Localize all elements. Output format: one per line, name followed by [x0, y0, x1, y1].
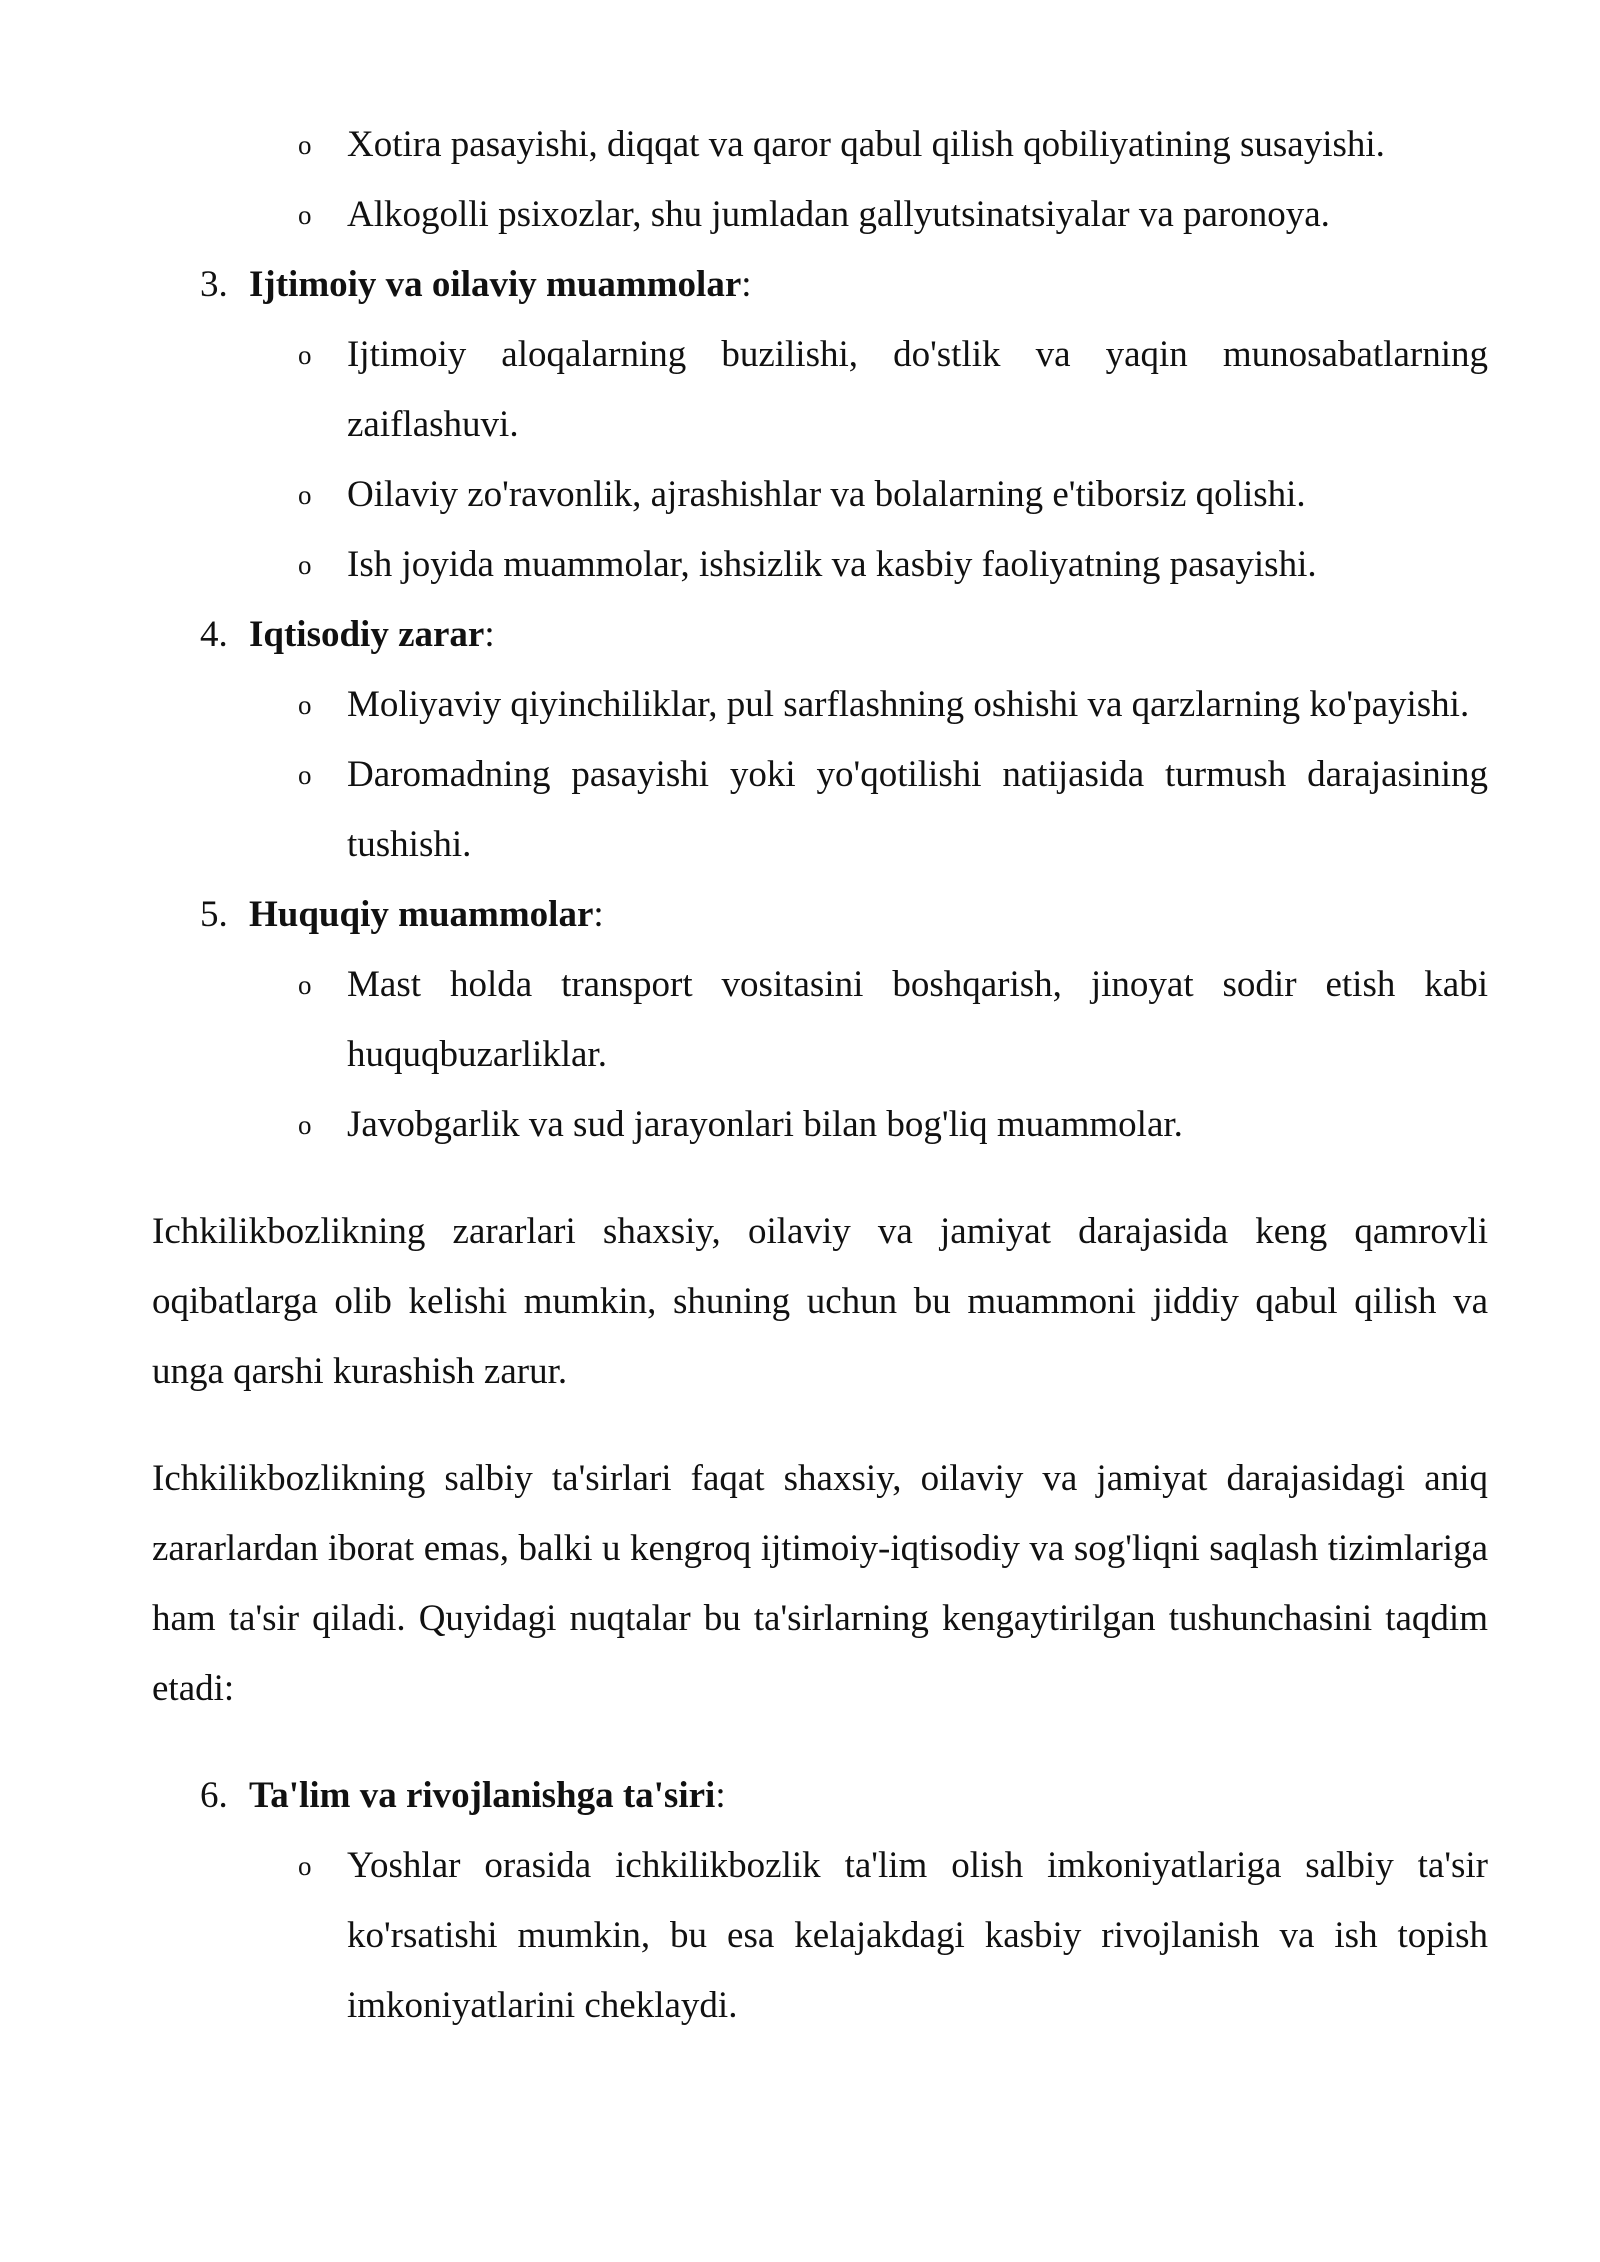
bullet-icon: o — [298, 550, 312, 580]
intro-bullet-list — [152, 110, 1488, 250]
list-item: o Oilaviy zo'ravonlik, ajrashishlar va bolalarning e'tiborsiz qolishi. — [152, 460, 1488, 530]
bullet-icon: o — [298, 200, 312, 230]
bullet-icon: o — [298, 1110, 312, 1140]
section-6-list — [152, 1831, 1488, 2041]
list-item: o Ish joyida muammolar, ishsizlik va kasbiy faoliyatning pasayishi. — [152, 530, 1488, 600]
section-3-heading: 3. Ijtimoiy va oilaviy muammolar: — [200, 264, 752, 305]
bullet-icon: o — [298, 130, 312, 160]
list-item: o Xotira pasayishi, diqqat va qaror qabul qilish qobiliyatining susayishi. — [152, 110, 1488, 180]
list-item: o Daromadning pasayishi yoki yo'qotilishi natijasida turmush darajasining tushishi. — [152, 740, 1488, 880]
section-5-list — [152, 950, 1488, 1160]
bullet-icon: o — [298, 1851, 312, 1881]
list-item: o Yoshlar orasida ichkilikbozlik ta'lim olish imkoniyatlariga salbiy ta'sir ko'rsatishi mumkin, bu esa kelajakdagi kasbiy rivojlanish va ish topish imkoniyatlarini cheklaydi. — [152, 1831, 1488, 2041]
bullet-icon: o — [298, 970, 312, 1000]
list-item: o Alkogolli psixozlar, shu jumladan gallyutsinatsiyalar va paronoya. — [152, 180, 1488, 250]
list-item: o Mast holda transport vositasini boshqarish, jinoyat sodir etish kabi huquqbuzarliklar. — [152, 950, 1488, 1090]
bullet-icon: o — [298, 480, 312, 510]
bullet-icon: o — [298, 760, 312, 790]
section-4-heading: 4. Iqtisodiy zarar: — [200, 614, 495, 655]
section-6-heading: 6. Ta'lim va rivojlanishga ta'siri: — [200, 1775, 726, 1816]
bullet-icon: o — [298, 340, 312, 370]
paragraph-summary: Ichkilikbozlikning zararlari shaxsiy, oilaviy va jamiyat darajasida keng qamrovli oqibatlarga olib kelishi mumkin, shuning uchun bu muammoni jiddiy qabul qilish va unga qarshi kurashish zarur. — [152, 1211, 1488, 1392]
section-3-list — [152, 320, 1488, 600]
list-item: o Ijtimoiy aloqalarning buzilishi, do'stlik va yaqin munosabatlarning zaiflashuvi. — [152, 320, 1488, 460]
list-item: o Javobgarlik va sud jarayonlari bilan bog'liq muammolar. — [152, 1090, 1488, 1160]
section-5-heading: 5. Huquqiy muammolar: — [200, 894, 604, 935]
paragraph-extended-impact: Ichkilikbozlikning salbiy ta'sirlari faqat shaxsiy, oilaviy va jamiyat darajasidagi aniq zararlardan iborat emas, balki u kengroq ijtimoiy-iqtisodiy va sog'liqni saqlash tizimlariga ham ta'sir qiladi. Quyidagi nuqtalar bu ta'sirlarning kengaytirilgan tushunchasini taqdim etadi: — [152, 1458, 1488, 1709]
bullet-icon: o — [298, 690, 312, 720]
section-4-list — [152, 670, 1488, 880]
list-item: o Moliyaviy qiyinchiliklar, pul sarflashning oshishi va qarzlarning ko'payishi. — [152, 670, 1488, 740]
